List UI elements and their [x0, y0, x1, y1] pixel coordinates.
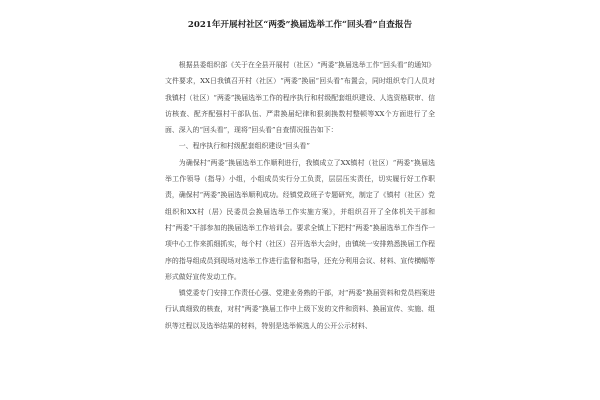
section-1-paragraph-1: 为确保村“两委”换届选举工作顺利进行，我镇成立了XX镇村（社区）“两委”换届选举工作领导（指导）小组，小组成员实行分工负责，层层压实责任，切实履行好工作职责，确保村“两委”换届选举顺利成功。经镇党政班子专题研究，制定了《镇村（社区）党组织和XX村（居）民委员会换届选举工作实施方案》，并组织召开了全体机关干部和村“两委”干部参加的换届选举工作培训会。要求全镇上下把村“两委”换届选举工作当作一项中心工作来抓细抓实，每个村（社区）召开选举大会时，由镇统一安排熟悉换届工作程序的指导组成员到现场对选举工作进行监督和指导，还充分利用会议、材料、宣传横幅等形式做好宣传发动工作。: [165, 158, 435, 281]
section-heading-1: 一、程序执行和村级配套组织建设“回头看”: [178, 142, 310, 151]
report-body: [165, 18, 435, 334]
report-title: 2021年开展村社区“两委”换届选举工作“回头看”自查报告: [187, 20, 413, 30]
intro-paragraph: 根据县委组织部《关于在全县开展村（社区）“两委”换届选举工作“回头看”的通知》文件要求，XX日我镇召开村（社区）“两委”换届“回头看”布置会，同时组织专门人员对我镇村（社区）“两委”换届选举工作的程序执行和村级配套组织建设、人选资格联审、信访核查、配齐配强村干部队伍、严肃换届纪律和狠刹换数村整顿等XX个方面进行了全面、深入的“回头看”，现将“回头看”自查情况报告如下：: [165, 61, 435, 135]
section-1-paragraph-2: 镇党委专门安排工作责任心强、党建业务熟的干部，对“两委”换届资料和党员档案进行认真细致的核查，对村“两委”换届工作中上级下发的文件和资料、换届宣传、实施、组织等过程以及选举结果的材料，特别是选举候选人的公开公示材料、: [165, 289, 435, 330]
